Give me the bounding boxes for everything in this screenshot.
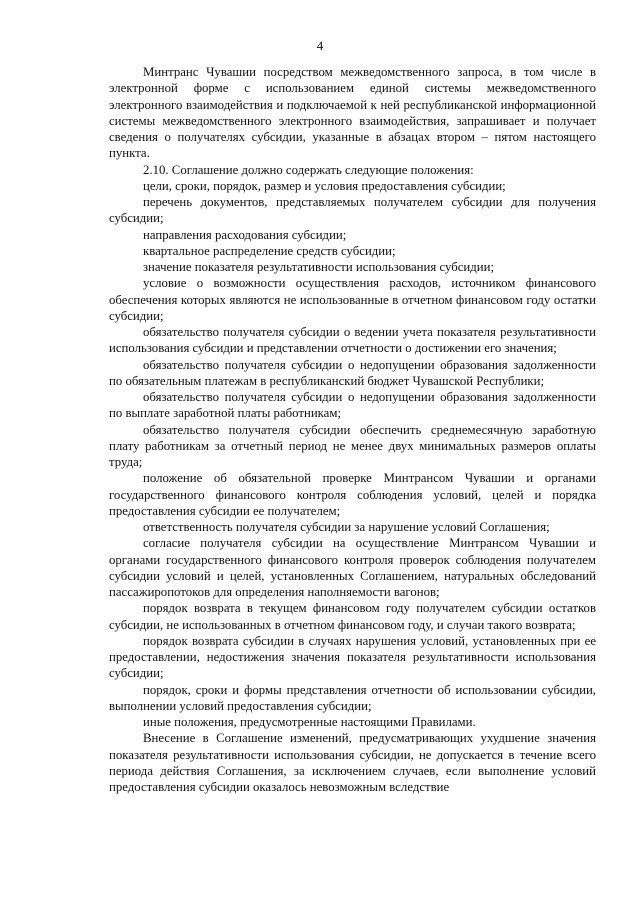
document-body bbox=[109, 64, 596, 795]
paragraph-3: цели, сроки, порядок, размер и условия предоставления субсидии; bbox=[143, 178, 506, 193]
paragraph-12: обязательство получателя субсидии обеспечить среднемесячную заработную плату работникам за отчетный период не менее двух минимальных размеров оплаты труда; bbox=[109, 422, 596, 469]
paragraph-20: Внесение в Соглашение изменений, предусматривающих ухудшение значения показателя результативности использования субсидии, не допускается в течение всего периода действия Соглашения, за исключением случаев, если выполнение условий предоставления субсидии оказалось невозможным вследствие bbox=[109, 731, 596, 794]
paragraph-13: положение об обязательной проверке Минтрансом Чувашии и органами государственного финансового контроля соблюдения условий, целей и порядка предоставления субсидии ее получателем; bbox=[109, 471, 596, 518]
paragraph-16: порядок возврата в текущем финансовом году получателем субсидии остатков субсидии, не использованных в отчетном финансовом году, и случаи такого возврата; bbox=[109, 601, 596, 632]
paragraph-2: 2.10. Соглашение должно содержать следующие положения: bbox=[143, 162, 474, 177]
paragraph-14: ответственность получателя субсидии за нарушение условий Соглашения; bbox=[143, 520, 550, 534]
paragraph-11: обязательство получателя субсидии о недопущении образования задолженности по выплате заработной платы работникам; bbox=[109, 390, 596, 421]
paragraph-18: порядок, сроки и формы представления отчетности об использовании субсидии, выполнении условий предоставления субсидии; bbox=[109, 682, 596, 713]
page-number: 4 bbox=[316, 38, 324, 53]
paragraph-6: квартальное распределение средств субсидии; bbox=[143, 243, 396, 258]
paragraph-8: условие о возможности осуществления расходов, источником финансового обеспечения которых являются не использованные в отчетном финансовом году остатки субсидии; bbox=[109, 276, 596, 323]
paragraph-15: согласие получателя субсидии на осуществление Минтрансом Чувашии и органами государственного финансового контроля проверок соблюдения получателем субсидии условий и целей, установленных Соглашением, натуральных обследований пассажиропотоков для определения наполняемости вагонов; bbox=[109, 536, 596, 599]
paragraph-4: перечень документов, представляемых получателем субсидии для получения субсидии; bbox=[109, 195, 596, 226]
paragraph-7: значение показателя результативности использования субсидии; bbox=[143, 260, 495, 274]
paragraph-17: порядок возврата субсидии в случаях нарушения условий, установленных при ее предоставлении, недостижения значения показателя результативности использования субсидии; bbox=[109, 633, 596, 681]
paragraph-19: иные положения, предусмотренные настоящими Правилами. bbox=[143, 715, 476, 729]
paragraph-10: обязательство получателя субсидии о недопущении образования задолженности по обязательным платежам в республиканский бюджет Чувашской Республики; bbox=[109, 357, 596, 388]
paragraph-9: обязательство получателя субсидии о ведении учета показателя результативности использования субсидии и представлении отчетности о достижении его значения; bbox=[109, 325, 596, 356]
paragraph-1: Минтранс Чувашии посредством межведомственного запроса, в том числе в электронной форме с использованием единой системы межведомственного электронного взаимодействия и подключаемой к ней республиканской информационной системы межведомственного электронного взаимодействия, запрашивает и получает сведения о получателях субсидии, указанные в абзацах втором – пятом настоящего пункта. bbox=[109, 65, 596, 161]
paragraph-5: направления расходования субсидии; bbox=[143, 227, 347, 242]
